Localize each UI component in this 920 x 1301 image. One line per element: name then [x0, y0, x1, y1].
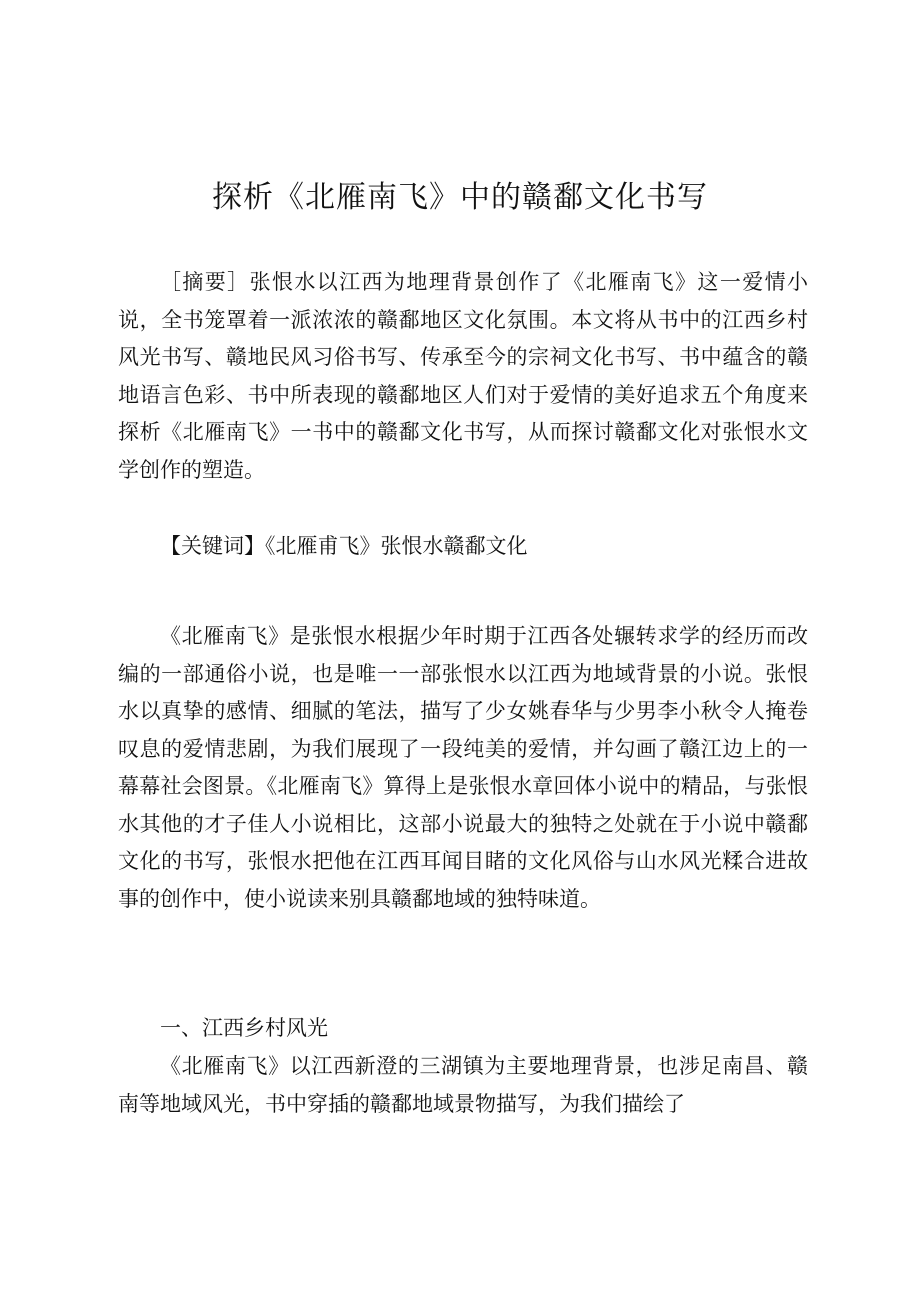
keywords-line: 【关键词】《北雁甫飞》张恨水赣鄱文化 — [160, 534, 528, 558]
paper-title: 探析《北雁南飞》中的赣鄱文化书写 — [212, 180, 708, 215]
abstract-paragraph: ［摘要］张恨水以江西为地理背景创作了《北雁南飞》这一爱情小说，全书笼罩着一派浓浓的赣鄱地区文化氛围。本文将从书中的江西乡村风光书写、赣地民风习俗书写、传承至今的宗祠文化书写、书中蕴含的赣地语言色彩、书中所表现的赣鄱地区人们对于爱情的美好追求五个角度来探析《北雁南飞》一书中的赣鄱文化书写，从而探讨赣鄱文化对张恨水文学创作的塑造。 — [118, 270, 808, 482]
intro-paragraph: 《北雁南飞》是张恨水根据少年时期于江西各处辗转求学的经历而改编的一部通俗小说，也是唯一一部张恨水以江西为地域背景的小说。张恨水以真挚的感情、细腻的笔法，描写了少女姚春华与少男李小秋令人掩卷叹息的爱情悲剧，为我们展现了一段纯美的爱情，并勾画了赣江边上的一幕幕社会图景。《北雁南飞》算得上是张恨水章回体小说中的精品，与张恨水其他的才子佳人小说相比，这部小说最大的独特之处就在于小说中赣鄱文化的书写，张恨水把他在江西耳闻目睹的文化风俗与山水风光糅合进故事的创作中，使小说读来别具赣鄱地域的独特味道。 — [118, 624, 808, 911]
section-paragraph: 《北雁南飞》以江西新澄的三湖镇为主要地理背景，也涉足南昌、赣南等地域风光，书中穿插的赣鄱地域景物描写，为我们描绘了 — [118, 1054, 808, 1116]
section-heading: 一、江西乡村风光 — [160, 1016, 328, 1040]
